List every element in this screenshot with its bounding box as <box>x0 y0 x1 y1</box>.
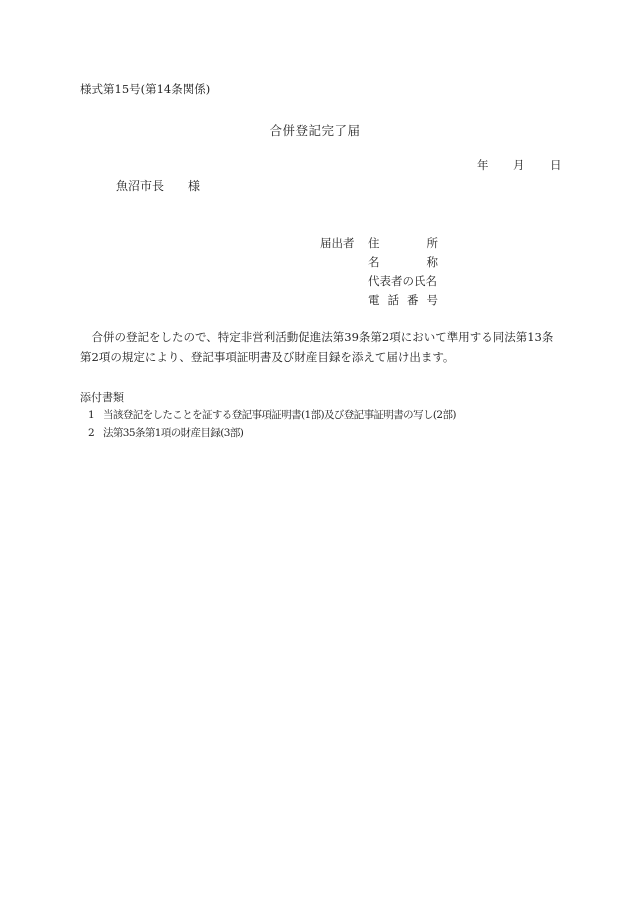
addressee-name: 魚沼市長 <box>116 179 165 193</box>
attachment-item <box>88 425 243 440</box>
date-month-label: 月 <box>513 158 525 172</box>
form-number: 様式第15号(第14条関係) <box>80 82 211 96</box>
field-phone-label: 電 話 番 号 <box>368 293 438 307</box>
addressee <box>116 177 200 194</box>
attachments-heading: 添付書類 <box>80 391 124 404</box>
applicant-label: 届出者 <box>320 236 355 250</box>
date-day-label: 日 <box>550 158 562 172</box>
field-address-label: 住 所 <box>368 236 438 250</box>
document-title: 合併登記完了届 <box>269 123 361 138</box>
attachment-number: 1 <box>88 409 95 421</box>
attachment-item <box>88 407 456 422</box>
attachment-text: 法第35条第1項の財産目録(3部) <box>103 427 244 439</box>
field-representative-label: 代表者の氏名 <box>368 274 437 288</box>
date-year-label: 年 <box>477 158 489 172</box>
attachment-text: 当該登記をしたことを証する登記事項証明書(1部)及び登記事証明書の写し(2部) <box>103 409 456 421</box>
addressee-suffix: 様 <box>188 179 201 193</box>
attachment-number: 2 <box>88 427 95 439</box>
body-paragraph: 合併の登記をしたので、特定非営利活動促進法第39条第2項において準用する同法第13条第2項の規定により、登記事項証明書及び財産目録を添えて届け出ます。 <box>80 330 554 364</box>
field-name-label: 名 称 <box>368 255 438 269</box>
